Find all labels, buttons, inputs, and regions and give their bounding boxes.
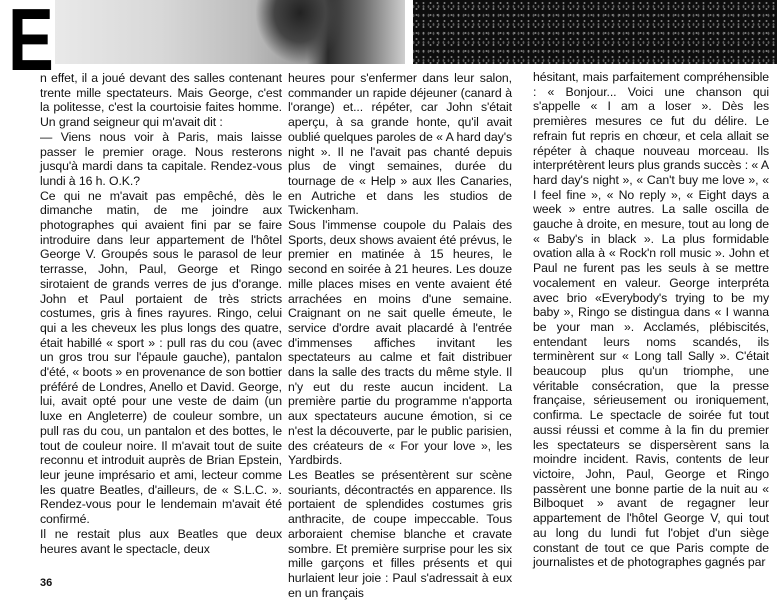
paragraph: — Viens nous voir à Paris, mais laisse passer le premier orage. Nous resterons jusqu'à mardi dans ta capitale. Rendez-vous lundi à 16 h. O.K.? <box>40 129 282 188</box>
paragraph: heures pour s'enfermer dans leur salon, commander un rapide déjeuner (canard à l'orange) et... répéter, car John s'était aperçu, à sa grande honte, qu'il avait oublié quelques paroles de « A hard day's night ». Il ne l'avait pas chanté depuis plus de vingt semaines, durée du tournage de « Help » aux Iles Canaries, en Autriche et dans les studios de Twickenham. <box>288 71 512 218</box>
paragraph: Sous l'immense coupole du Palais des Sports, deux shows avaient été prévus, le premier en matinée à 15 heures, le second en soirée à 21 heures. Les douze mille places mises en vente avaient été arrachées en moins d'une semaine. Craignant on ne sait quelle émeute, le service d'ordre avait placardé à l'entrée d'immenses affiches invitant les spectateurs au calme et fait distribuer dans la salle des tracts du même style. Il n'y eut du reste aucun incident. La première partie du programme n'apporta aux spectateurs aucune émotion, si ce n'est la découverte, par le public parisien, des créateurs de « For your love », les Yardbirds. <box>288 218 512 468</box>
paragraph: Les Beatles se présentèrent sur scène souriants, décontractés en apparence. Ils portaient de splendides costumes gris anthracite, de coupe impeccable. Tous arboraient chemise blanche et cravate sombre. Et première surprise pour les six mille garçons et filles présents et qui hurlaient leur joie : Paul s'adressait à eux en un français <box>288 467 512 600</box>
photo-right <box>413 0 777 64</box>
article-column-1 <box>40 71 282 556</box>
article-column-3 <box>533 70 769 570</box>
paragraph: n effet, il a joué devant des salles contenant trente mille spectateurs. Mais George, c'est la politesse, c'est la courtoisie faites homme. Un grand seigneur qui m'avait dit : <box>40 71 282 130</box>
page-number: 36 <box>40 577 53 589</box>
paragraph: Ce qui ne m'avait pas empêché, dès le dimanche matin, de me joindre aux photographes qui avaient fini par se faire introduire dans leur appartement de l'hôtel George V. Groupés sous le parasol de leur terrasse, John, Paul, George et Ringo sirotaient de grands verres de jus d'orange. John et Paul portaient de très stricts costumes, gris à fines rayures. Ringo, celui qui a les cheveux les plus longs des quatre, était habillé « sport » : pull ras du cou (avec un gros trou sur l'épaule gauche), pantalon d'été, « boots » en provenance de son bottier préféré de Londres, Anello et David. George, lui, avait opté pour une veste de daim (un luxe en Angleterre) de couleur sombre, un pull ras du cou, un pantalon et des bottes, le tout de couleur noire. Il m'avait tout de suite reconnu et introduit auprès de Brian Epstein, leur jeune imprésario et ami, lecteur comme les quatre Beatles, d'ailleurs, de « S.L.C. ». Rendez-vous pour le lendemain m'avait été confirmé. <box>40 188 282 527</box>
paragraph: Il ne restait plus aux Beatles que deux heures avant le spectacle, deux <box>40 526 282 556</box>
article-column-2 <box>288 71 512 600</box>
drop-cap: E <box>8 0 54 89</box>
paragraph: hésitant, mais parfaitement compréhensible : « Bonjour... Voici une chanson qui s'appelle « I am a loser ». Dès les premières mesures ce fut du délire. Le refrain fut repris en chœur, et cela allait se répéter à chaque nouveau morceau. Ils interprétèrent leurs plus grands succès : « A hard day's night », « Can't buy me love », « I feel fine », « No reply », « Eight days a week » entre autres. La salle oscilla de gauche à droite, en mesure, tout au long de « Baby's in black ». La plus formidable ovation alla à « Rock'n roll music ». John et Paul ne furent pas les seuls à se mettre vocalement en valeur. George interpréta avec brio «Everybody's trying to be my baby », Ringo se distingua dans « I wanna be your man ». Acclamés, plébiscités, entendant leurs noms scandés, ils terminèrent sur « Long tall Sally ». C'était beaucoup plus qu'un triomphe, une véritable consécration, que la presse française, sérieusement ou ironiquement, confirma. Le spectacle de soirée fut tout aussi réussi et comme à la fin du premier les spectateurs se dispersèrent sans la moindre incident. Ravis, contents de leur victoire, John, Paul, George et Ringo passèrent une bonne partie de la nuit au « Bilboquet » avant de regagner leur appartement de l'hôtel George V, qui tout au long du lundi fut l'objet d'un siège constant de tout ce que Paris compte de journalistes et de photographes gagnés par <box>533 70 769 570</box>
photo-left <box>55 0 405 64</box>
